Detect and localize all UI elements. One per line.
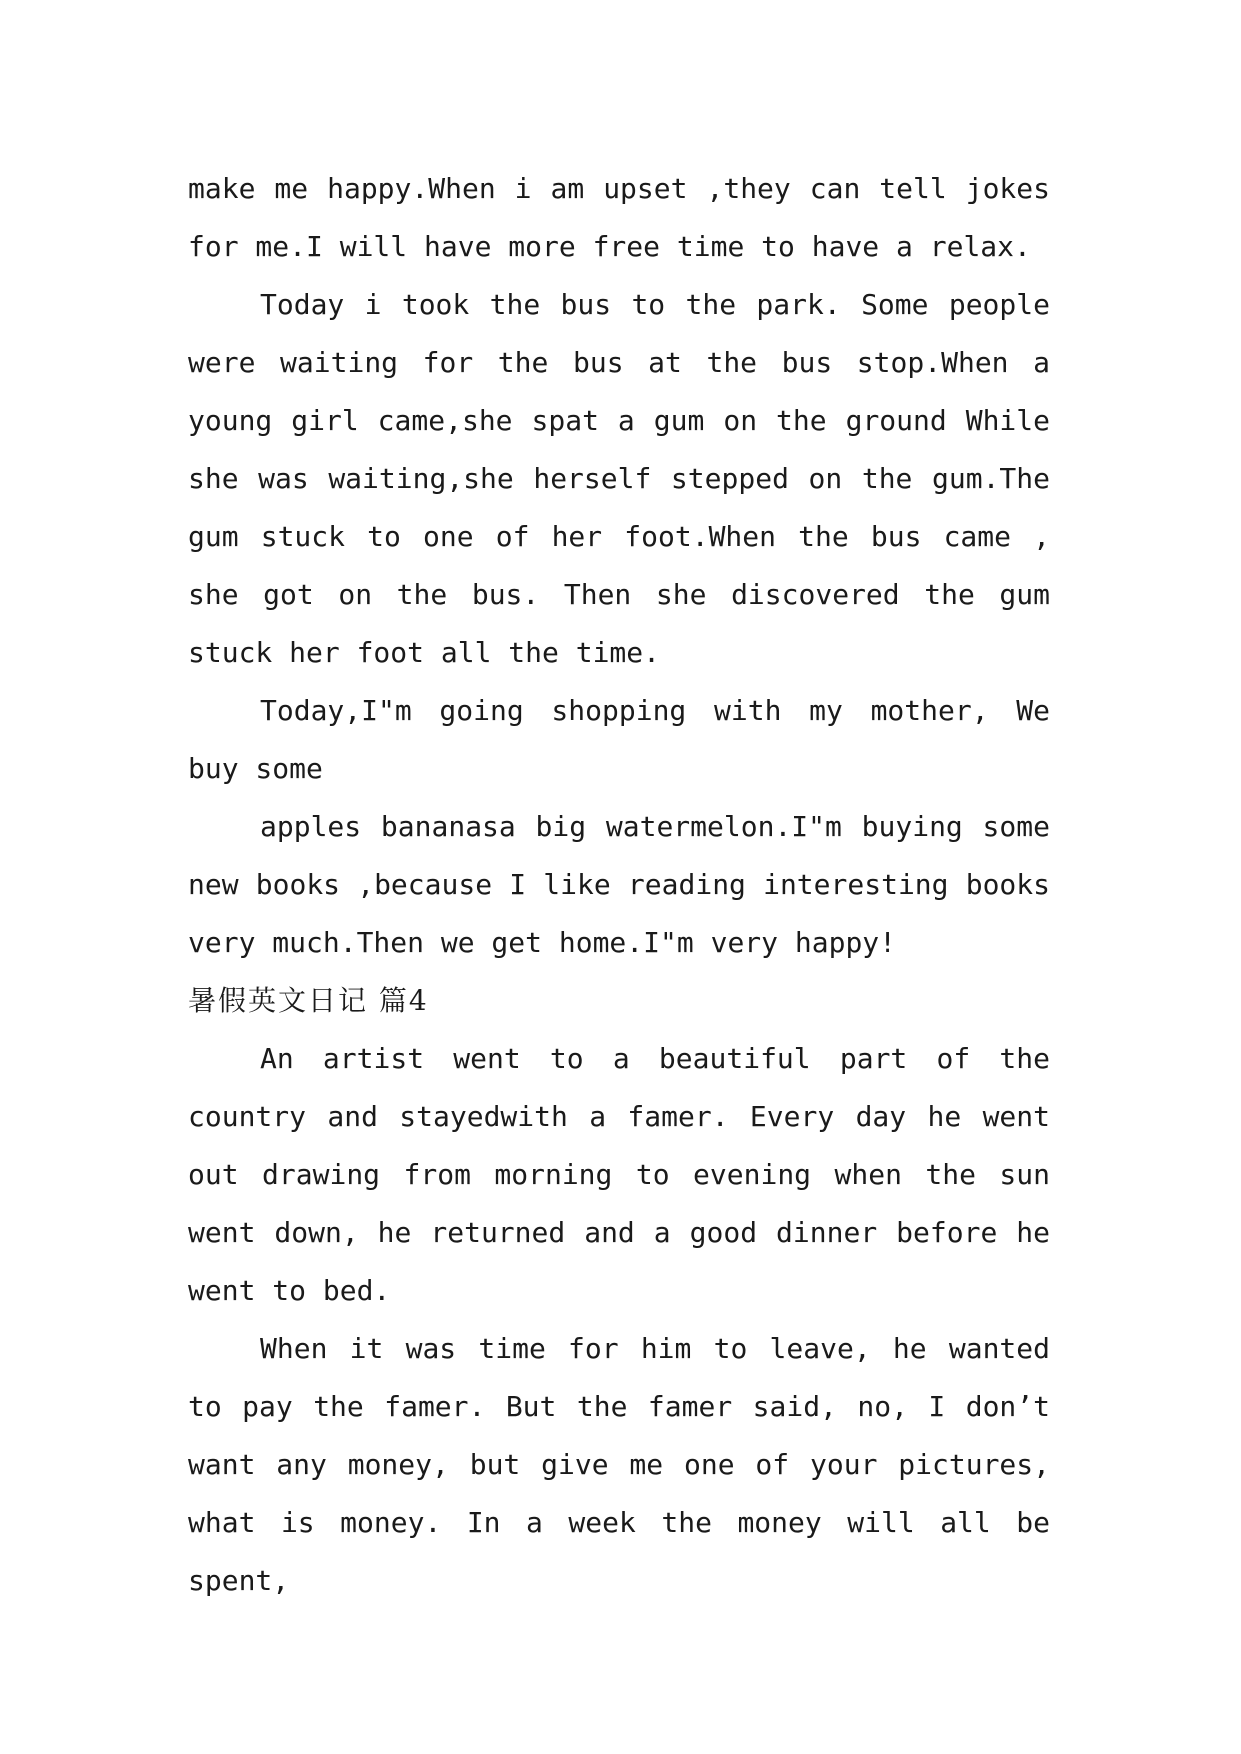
paragraph-bus-story: Today i took the bus to the park. Some people were waiting for the bus at the bus stop.When a young girl came,she spat a gum on the ground While she was waiting,she herself stepped on the gum.The gum stuck to one of her foot.When the bus came , she got on the bus. Then she discovered the gum stuck her foot all the time. bbox=[188, 288, 1050, 669]
paragraph-shopping-intro: Today,I"m going shopping with my mother, We buy some bbox=[188, 694, 1050, 785]
paragraph-continuation: make me happy.When i am upset ,they can tell jokes for me.I will have more free time to have a relax. bbox=[188, 172, 1050, 263]
paragraph-artist-payment: When it was time for him to leave, he wanted to pay the famer. But the famer said, no, I don’t want any money, but give me one of your pictures, what is money. In a week the money will all be spent, bbox=[188, 1332, 1050, 1597]
section-heading: 暑假英文日记 篇4 bbox=[188, 984, 429, 1017]
paragraph-shopping-detail: apples bananasa big watermelon.I"m buying some new books ,because I like reading interesting books very much.Then we get home.I"m very happy! bbox=[188, 810, 1050, 959]
document-body bbox=[188, 160, 1050, 1610]
paragraph-artist-story: An artist went to a beautiful part of the country and stayedwith a famer. Every day he went out drawing from morning to evening when the sun went down, he returned and a good dinner before he went to bed. bbox=[188, 1042, 1050, 1307]
